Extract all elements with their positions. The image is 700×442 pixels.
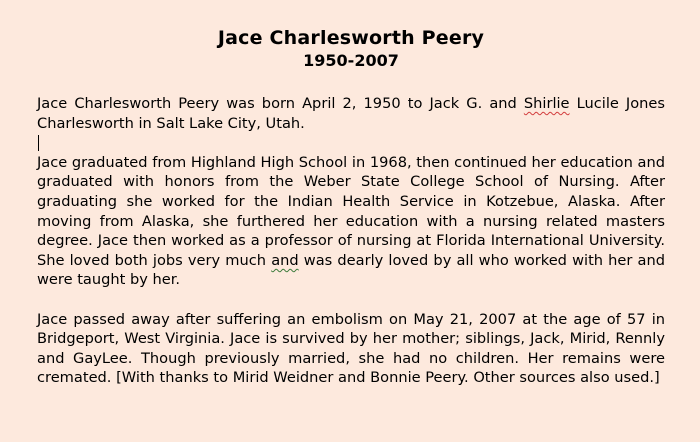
text-cursor xyxy=(38,135,39,151)
paragraph-birth-text-a: Jace Charlesworth Peery was born April 2, 1950 to Jack G. and xyxy=(37,95,524,112)
paragraph-death: Jace passed away after suffering an embolism on May 21, 2007 at the age of 57 in Bridgeport, West Virginia. Jace is survived by her mother; siblings, Jack, Mirid, Rennly and GayLee. Though previously married, she had no children. Her remains were cremated. [With thanks to Mirid Weidner and Bonnie Peery. Other sources also used.] xyxy=(37,310,665,387)
paragraph-career-text-a: Jace graduated from Highland High School in 1968, then continued her education and graduated with honors from the Weber State College School of Nursing. After graduating she worked for the Indian Health Service in Kotzebue, Alaska. After moving from Alaska, she furthered her education with a nursing related masters degree. Jace then worked as a professor of nursing at Florida International University. She loved both jobs very much xyxy=(37,153,665,269)
life-years: 1950-2007 xyxy=(303,51,399,70)
document-page xyxy=(37,26,665,388)
grammar-flag-and: and xyxy=(271,251,299,269)
spelling-flag-shirlie: Shirlie xyxy=(523,95,570,112)
paragraph-career xyxy=(37,153,665,290)
paragraph-birth-text-b: Lucile Jones Charlesworth in Salt Lake City, Utah. xyxy=(37,95,666,132)
page-title: Jace Charlesworth Peery xyxy=(217,27,485,49)
paragraph-birth xyxy=(37,94,665,133)
paragraph-career-text-b: was dearly loved by all who worked with her and were taught by her. xyxy=(37,251,665,289)
empty-line[interactable] xyxy=(37,133,665,153)
